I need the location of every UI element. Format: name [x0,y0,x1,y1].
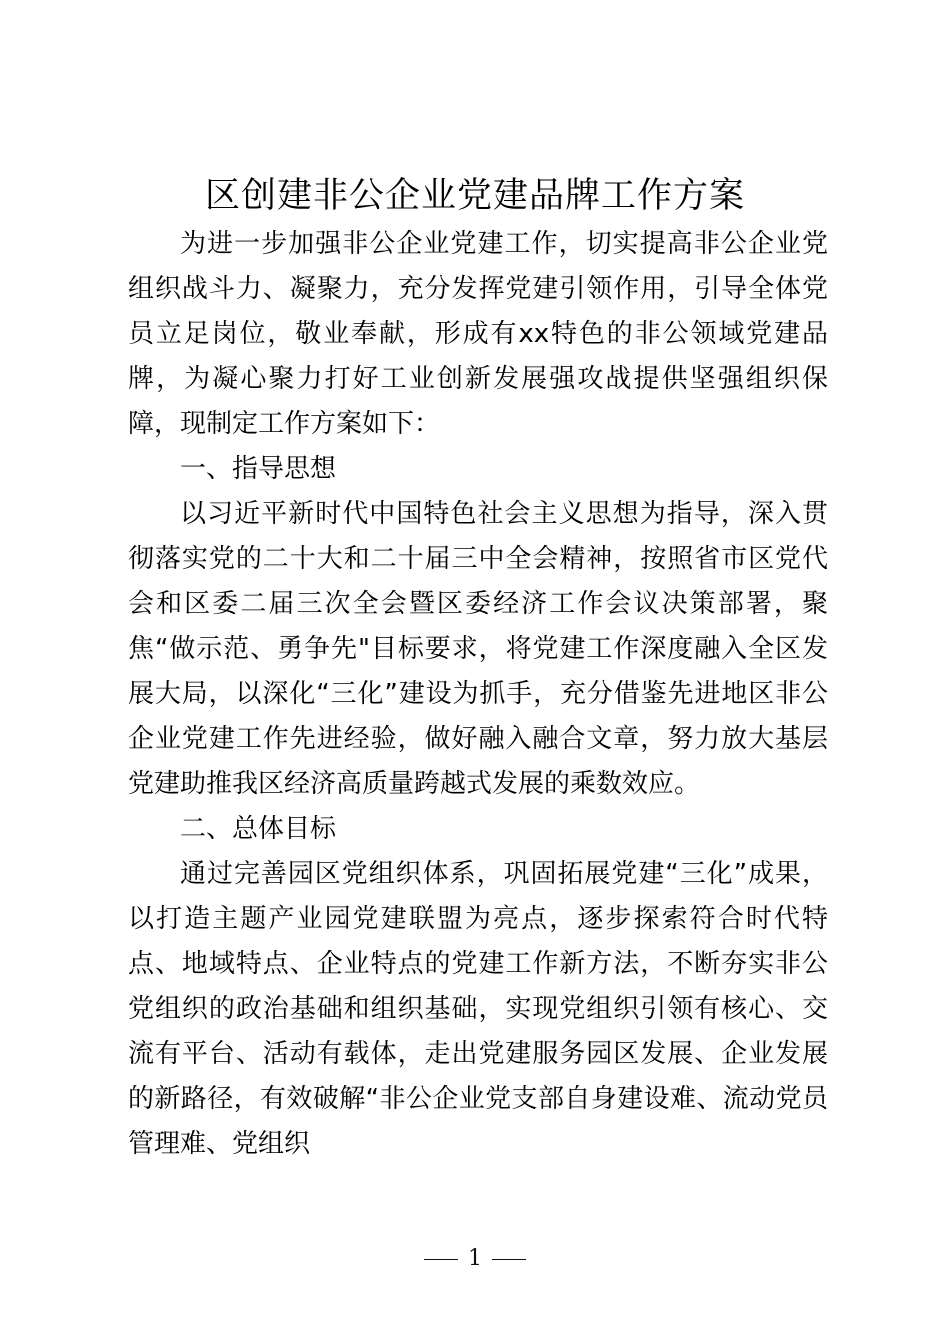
guiding-ideology-paragraph: 以习近平新时代中国特色社会主义思想为指导，深入贯彻落实党的二十大和二十届三中全会精神，按照省市区党代会和区委二届三次全会暨区委经济工作会议决策部署，聚焦“做示范、勇争先"目标要求，将党建工作深度融入全区发展大局，以深化“三化”建设为抓手，充分借鉴先进地区非公企业党建工作先进经验，做好融入融合文章，努力放大基层党建助推我区经济高质量跨越式发展的乘数效应。 [128,499,828,799]
intro-paragraph: 为进一步加强非公企业党建工作，切实提高非公企业党组织战斗力、凝聚力，充分发挥党建引领作用，引导全体党员立足岗位，敬业奉献，形成有xx特色的非公领域党建品牌，为凝心聚力打好工业创新发展强攻战提供坚强组织保障，现制定工作方案如下： [128,229,828,439]
footer-right-dash [492,1259,526,1260]
document-title: 区创建非公企业党建品牌工作方案 [204,176,745,216]
page-footer [0,1245,950,1273]
section-heading-overall-goal: 二、总体目标 [180,814,337,844]
document-body [128,222,828,1167]
footer-left-dash [424,1259,458,1260]
overall-goal-paragraph: 通过完善园区党组织体系，巩固拓展党建“三化”成果，以打造主题产业园党建联盟为亮点，逐步探索符合时代特点、地域特点、企业特点的党建工作新方法，不断夯实非公党组织的政治基础和组织基础，实现党组织引领有核心、交流有平台、活动有载体，走出党建服务园区发展、企业发展的新路径，有效破解“非公企业党支部自身建设难、流动党员管理难、党组织 [128,859,828,1159]
page-number: 1 [468,1246,482,1271]
section-heading-guiding-ideology: 一、指导思想 [180,454,337,484]
